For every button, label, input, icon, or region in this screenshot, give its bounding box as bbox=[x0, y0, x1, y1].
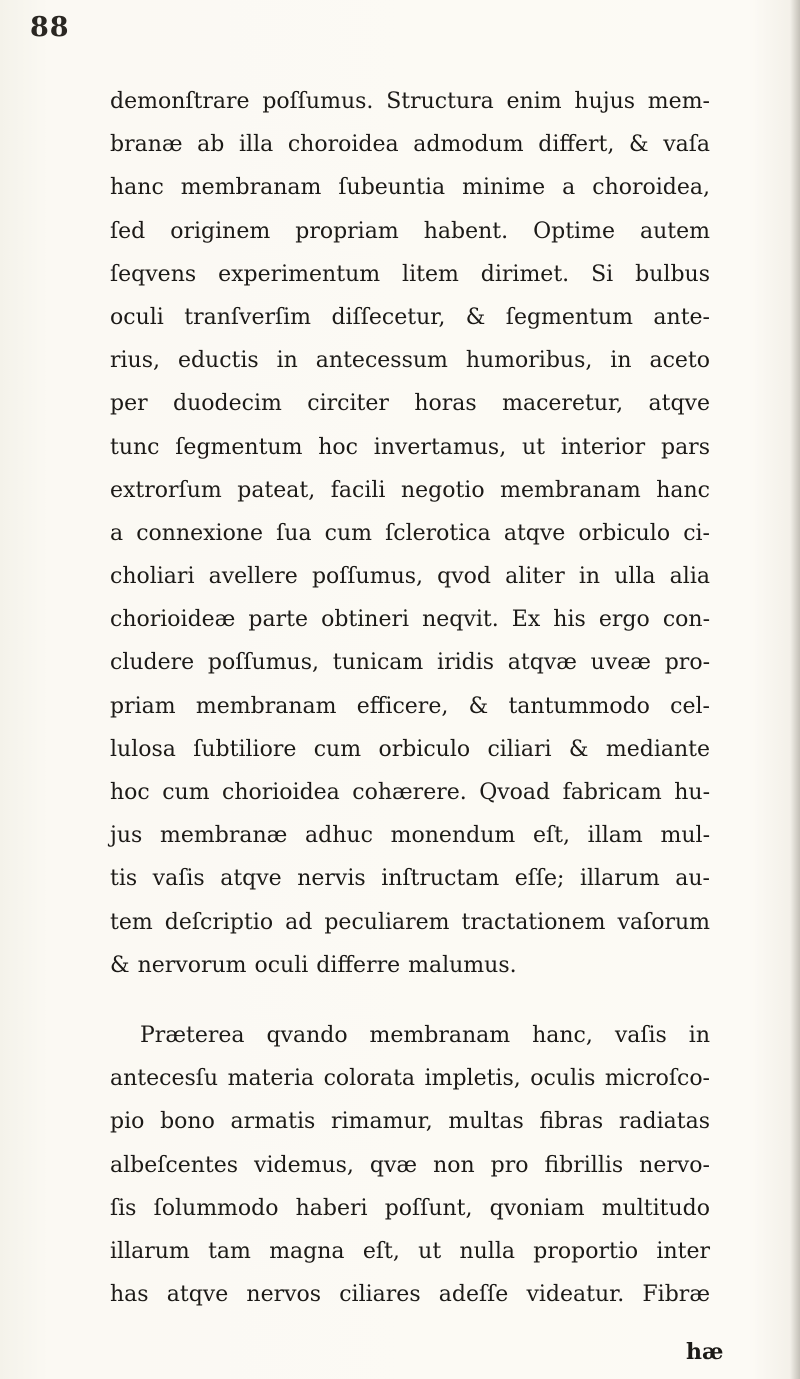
text-line: chorioideæ parte obtineri neqvit. Ex his ergo con- bbox=[110, 607, 710, 633]
text-line: choliari avellere poſſumus, qvod aliter in ulla alia bbox=[110, 564, 710, 590]
text-line: ſed originem propriam habent. Optime autem bbox=[110, 218, 710, 244]
text-line: oculi tranſverſim diſſecetur, & ſegmentum ante- bbox=[110, 304, 710, 330]
text-line: lulosa ſubtiliore cum orbiculo ciliari & mediante bbox=[110, 736, 710, 762]
text-line: branæ ab illa choroidea admodum differt, & vaſa bbox=[110, 132, 710, 158]
text-line: cludere poſſumus, tunicam iridis atqvæ uveæ pro- bbox=[110, 650, 710, 676]
text-line: antecesſu materia colorata impletis, oculis microſco- bbox=[110, 1066, 710, 1092]
text-line: & nervorum oculi differre malumus. bbox=[110, 952, 517, 978]
text-line: per duodecim circiter horas maceretur, atqve bbox=[110, 391, 710, 417]
text-line: tis vaſis atqve nervis inſtructam eſſe; illarum au- bbox=[110, 866, 710, 892]
page-number: 88 bbox=[30, 12, 70, 43]
text-line: jus membranæ adhuc monendum eſt, illam mul- bbox=[110, 823, 710, 849]
text-line: ſis ſolummodo haberi poſſunt, qvoniam multitudo bbox=[110, 1195, 710, 1221]
body-text bbox=[110, 80, 710, 1316]
text-line: hoc cum chorioidea cohærere. Qvoad fabricam hu- bbox=[110, 780, 710, 805]
text-line: illarum tam magna eſt, ut nulla proportio inter bbox=[110, 1238, 710, 1264]
text-line: priam membranam efficere, & tantummodo cel- bbox=[110, 693, 710, 719]
text-line: demonſtrare poſſumus. Structura enim hujus mem- bbox=[110, 89, 710, 114]
text-line: a connexione ſua cum ſclerotica atqve orbiculo ci- bbox=[110, 520, 710, 546]
text-line: albeſcentes videmus, qvæ non pro fibrillis nervo- bbox=[110, 1152, 710, 1178]
text-line: has atqve nervos ciliares adeſſe videatur. Fibræ bbox=[110, 1282, 710, 1308]
page-edge-shadow bbox=[790, 0, 800, 1379]
text-line: rius, eductis in antecessum humoribus, in aceto bbox=[110, 348, 710, 374]
text-line: ſeqvens experimentum litem dirimet. Si bulbus bbox=[110, 261, 710, 287]
text-line: pio bono armatis rimamur, multas fibras radiatas bbox=[110, 1109, 710, 1135]
text-line: tunc ſegmentum hoc invertamus, ut interior pars bbox=[110, 434, 710, 460]
paragraph-gap bbox=[110, 987, 710, 1014]
catchword: hæ bbox=[686, 1339, 724, 1365]
text-line: hanc membranam ſubeuntia minime a choroidea, bbox=[110, 175, 710, 201]
text-line: extrorſum pateat, facili negotio membranam hanc bbox=[110, 477, 710, 503]
text-line: tem deſcriptio ad peculiarem tractationem vaſorum bbox=[110, 909, 710, 935]
paragraph-2 bbox=[110, 1014, 710, 1316]
paragraph-1 bbox=[110, 80, 710, 987]
text-line: Præterea qvando membranam hanc, vaſis in bbox=[140, 1022, 710, 1048]
